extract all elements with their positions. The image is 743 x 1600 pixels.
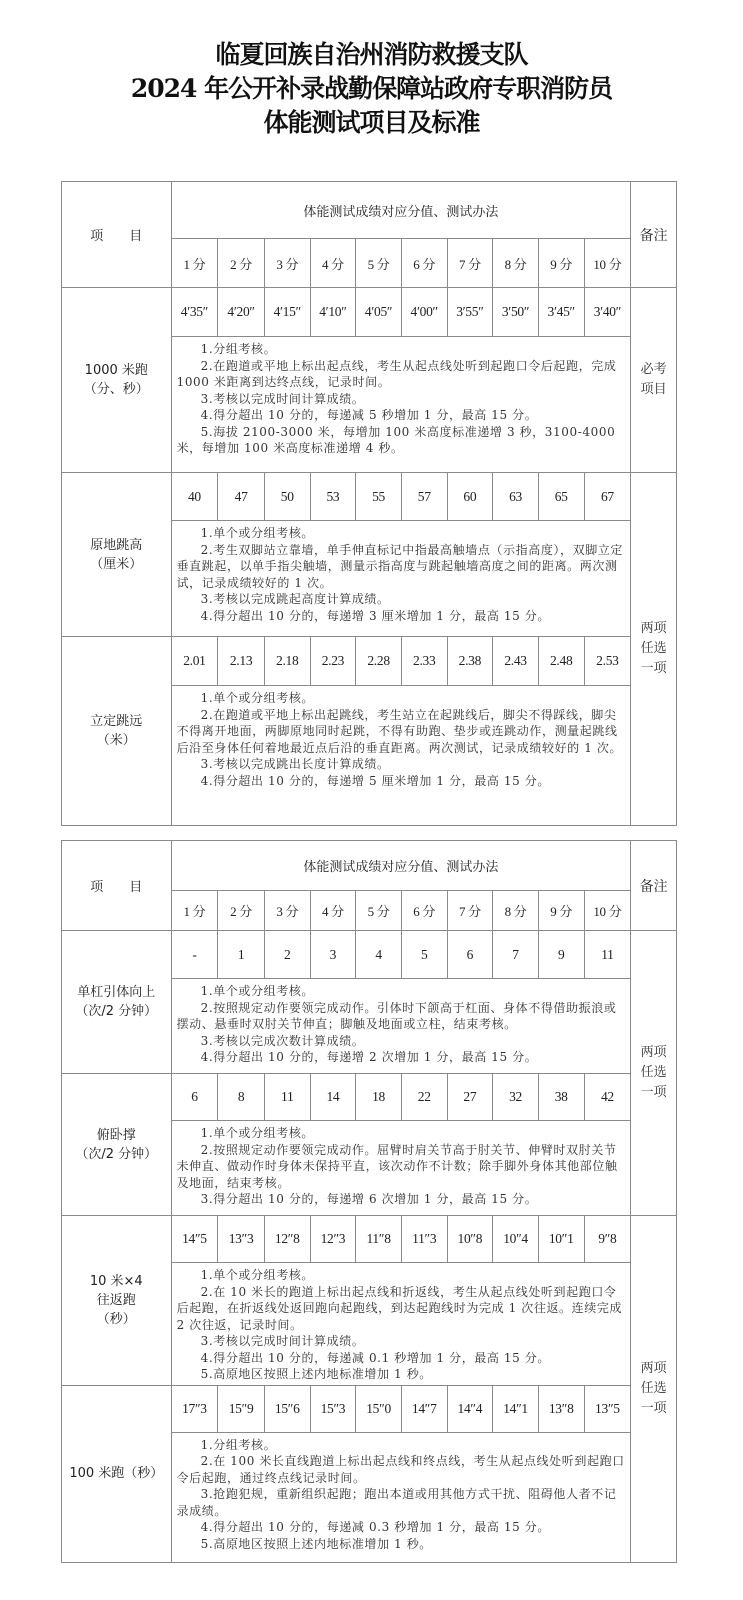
value-cell: 50 (264, 473, 310, 521)
value-cell: 4′05″ (356, 288, 402, 337)
value-cell: 40 (171, 473, 218, 521)
item-unit: （次/2 分钟） (75, 1146, 158, 1162)
value-cell: 6 (171, 1074, 218, 1121)
value-cell: 13″3 (218, 1216, 265, 1263)
value-cell: 1 (218, 931, 265, 979)
value-cell: 53 (310, 473, 356, 521)
item-label: 立定跳远 (90, 714, 143, 729)
item-label: 单杠引体向上 (77, 985, 156, 1000)
value-cell: 2.43 (493, 637, 539, 686)
value-cell: 11″8 (356, 1216, 402, 1263)
item-push-up (62, 1074, 172, 1216)
value-cell: 7 (493, 931, 539, 979)
value-cell: 2.53 (584, 637, 631, 686)
value-cell: 2 (264, 931, 310, 979)
value-cell: 15″0 (356, 1385, 402, 1432)
header-remark: 备注 (631, 182, 677, 288)
item-unit: （米） (96, 733, 136, 748)
value-cell: 3′50″ (493, 288, 539, 337)
item-label: 原地跳高 (90, 537, 143, 553)
document-title-line2: 2024 年公开补录战勤保障站政府专职消防员 (130, 74, 613, 103)
value-cell: 11 (264, 1074, 310, 1121)
value-cell: 2.38 (447, 637, 493, 686)
remark-required: 必考项目 (631, 288, 677, 473)
score-col-10: 10 分 (584, 239, 631, 288)
score-col-5: 5 分 (356, 239, 402, 288)
value-cell: 2.01 (171, 637, 218, 686)
score-col-7: 7 分 (447, 239, 493, 288)
item-label: 100 米跑（秒） (69, 1466, 164, 1481)
value-cell: 14″5 (171, 1216, 218, 1263)
value-cell: 3′45″ (538, 288, 584, 337)
item-long-jump (62, 637, 172, 826)
table-row-vertical-jump-values (62, 473, 677, 521)
value-cell: 67 (584, 473, 631, 521)
value-cell: 4′15″ (264, 288, 310, 337)
value-cell: 10″8 (447, 1216, 493, 1263)
value-cell: 14″7 (401, 1385, 447, 1432)
value-cell: 2.18 (264, 637, 310, 686)
value-cell: 4′20″ (218, 288, 265, 337)
method-100m: 1.分组考核。 2.在 100 米长直线跑道上标出起点线和终点线，考生从起点线处听到起跑口令后起跑，通过终点线记录时间。 3.抢跑犯规，重新组织起跑；跑出本道或用其他方式干扰、阻碍他人者不记录成绩。 4.得分超出 10 分的，每递减 0.3 秒增加 1 分，最高 15 分。 5.高原地区按照上述内地标准增加 1 秒。 (171, 1432, 631, 1562)
value-cell: 14″1 (493, 1385, 539, 1432)
value-cell: 10″4 (493, 1216, 539, 1263)
standards-table-2 (61, 840, 677, 1563)
method-long-jump: 1.单个或分组考核。 2.在跑道或平地上标出起跳线，考生站立在起跳线后，脚尖不得踩线，脚尖不得离开地面，两脚原地同时起跳，不得有助跑、垫步或连跳动作，测量起跳线后沿至身体任何着地最近点后沿的垂直距离。两次测试，记录成绩较好的 1 次。 3.考核以完成跳出长度计算成绩。 4.得分超出 10 分的，每递增 5 厘米增加 1 分，最高 15 分。 (171, 686, 631, 826)
item-unit: （厘米） (90, 556, 143, 572)
value-cell: 14 (310, 1074, 356, 1121)
value-cell: 13″5 (584, 1385, 631, 1432)
item-pull-up (62, 931, 172, 1074)
value-cell: 2.13 (218, 637, 265, 686)
remark-choose-one: 两项任选一项 (631, 1216, 677, 1563)
item-unit: （次/2 分钟） (75, 1004, 158, 1019)
value-cell: 22 (401, 1074, 447, 1121)
value-cell: 55 (356, 473, 402, 521)
remark-choose-one: 两项任选一项 (631, 473, 677, 826)
value-cell: 13″8 (538, 1385, 584, 1432)
method-pull-up: 1.单个或分组考核。 2.按照规定动作要领完成动作。引体时下颌高于杠面、身体不得借助振浪或摆动、悬垂时双肘关节伸直；脚触及地面或立柱，结束考核。 3.考核以完成次数计算成绩。 4.得分超出 10 分的，每递增 2 次增加 1 分，最高 15 分。 (171, 979, 631, 1074)
value-cell: 10″1 (538, 1216, 584, 1263)
item-1000m (62, 288, 172, 473)
score-col-3: 3 分 (264, 891, 310, 931)
value-cell: 3′40″ (584, 288, 631, 337)
item-label: 10 米×4 (89, 1273, 143, 1289)
score-col-10: 10 分 (584, 891, 631, 931)
score-col-9: 9 分 (538, 891, 584, 931)
value-cell: 12″8 (264, 1216, 310, 1263)
value-cell: - (171, 931, 218, 979)
value-cell: 63 (493, 473, 539, 521)
value-cell: 5 (401, 931, 447, 979)
value-cell: 47 (218, 473, 265, 521)
remark-choose-one: 两项任选一项 (631, 931, 677, 1216)
item-label-2: 往返跑 (96, 1292, 136, 1308)
standards-table-1 (61, 181, 677, 826)
item-shuttle-run (62, 1216, 172, 1386)
score-col-1: 1 分 (171, 891, 218, 931)
value-cell: 2.28 (356, 637, 402, 686)
value-cell: 8 (218, 1074, 265, 1121)
value-cell: 32 (493, 1074, 539, 1121)
value-cell: 9 (538, 931, 584, 979)
value-cell: 2.48 (538, 637, 584, 686)
item-label: 俯卧撑 (96, 1127, 136, 1143)
value-cell: 4′10″ (310, 288, 356, 337)
value-cell: 17″3 (171, 1385, 218, 1432)
value-cell: 12″3 (310, 1216, 356, 1263)
score-col-2: 2 分 (218, 891, 265, 931)
value-cell: 15″9 (218, 1385, 265, 1432)
score-col-4: 4 分 (310, 239, 356, 288)
item-vertical-jump (62, 473, 172, 637)
value-cell: 4 (356, 931, 402, 979)
value-cell: 14″4 (447, 1385, 493, 1432)
value-cell: 2.23 (310, 637, 356, 686)
table-row-long-jump-values (62, 637, 677, 686)
score-col-6: 6 分 (401, 239, 447, 288)
table-row-push-up-values (62, 1074, 677, 1121)
score-col-5: 5 分 (356, 891, 402, 931)
header-item: 项 目 (62, 841, 172, 931)
score-col-4: 4 分 (310, 891, 356, 931)
header-scores-methods: 体能测试成绩对应分值、测试办法 (171, 182, 631, 239)
item-100m (62, 1385, 172, 1562)
header-scores-methods: 体能测试成绩对应分值、测试办法 (171, 841, 631, 891)
value-cell: 18 (356, 1074, 402, 1121)
value-cell: 3′55″ (447, 288, 493, 337)
item-label: 1000 米跑 (84, 363, 148, 378)
value-cell: 57 (401, 473, 447, 521)
value-cell: 15″6 (264, 1385, 310, 1432)
value-cell: 4′00″ (401, 288, 447, 337)
method-push-up: 1.单个或分组考核。 2.按照规定动作要领完成动作。屈臂时肩关节高于肘关节、伸臂时双肘关节未伸直、做动作时身体未保持平直，该次动作不计数；除手脚外身体其他部位触及地面，结束考核。 3.得分超出 10 分的，每递增 6 次增加 1 分，最高 15 分。 (171, 1121, 631, 1216)
value-cell: 9″8 (584, 1216, 631, 1263)
value-cell: 4′35″ (171, 288, 218, 337)
score-col-8: 8 分 (493, 891, 539, 931)
header-item: 项 目 (62, 182, 172, 288)
value-cell: 3 (310, 931, 356, 979)
method-1000m: 1.分组考核。 2.在跑道或平地上标出起点线，考生从起点线处听到起跑口令后起跑，完成 1000 米距离到达终点线，记录时间。 3.考核以完成时间计算成绩。 4.得分超出 10 分的，每递减 5 秒增加 1 分，最高 15 分。 5.海拔 2100-3000 米，每增加 100 米高度标准递增 3 秒，3100-4000 米，每增加 100 米高度标准递增 4 秒。 (171, 337, 631, 473)
table-row-shuttle-run-values (62, 1216, 677, 1263)
value-cell: 15″3 (310, 1385, 356, 1432)
table-row-100m-values (62, 1385, 677, 1432)
table-row-1000m-values (62, 288, 677, 337)
table-row-pull-up-values (62, 931, 677, 979)
score-col-9: 9 分 (538, 239, 584, 288)
value-cell: 38 (538, 1074, 584, 1121)
item-unit: （秒） (96, 1311, 136, 1327)
value-cell: 11″3 (401, 1216, 447, 1263)
value-cell: 11 (584, 931, 631, 979)
value-cell: 42 (584, 1074, 631, 1121)
score-col-3: 3 分 (264, 239, 310, 288)
item-unit: （分、秒） (83, 382, 149, 397)
value-cell: 60 (447, 473, 493, 521)
score-col-8: 8 分 (493, 239, 539, 288)
document-title-line1: 临夏回族自治州消防救援支队 (215, 40, 528, 69)
value-cell: 65 (538, 473, 584, 521)
score-col-6: 6 分 (401, 891, 447, 931)
value-cell: 27 (447, 1074, 493, 1121)
value-cell: 6 (447, 931, 493, 979)
score-col-2: 2 分 (218, 239, 265, 288)
score-col-1: 1 分 (171, 239, 218, 288)
value-cell: 2.33 (401, 637, 447, 686)
header-remark: 备注 (631, 841, 677, 931)
method-vertical-jump: 1.单个或分组考核。 2.考生双脚站立靠墙，单手伸直标记中指最高触墙点（示指高度），双脚立定垂直跳起，以单手指尖触墙，测量示指高度与跳起触墙高度之间的距离。两次测试，记录成绩较好的 1 次。 3.考核以完成跳起高度计算成绩。 4.得分超出 10 分的，每递增 3 厘米增加 1 分，最高 15 分。 (171, 521, 631, 637)
method-shuttle-run: 1.单个或分组考核。 2.在 10 米长的跑道上标出起点线和折返线，考生从起点线处听到起跑口令后起跑，在折返线处返回跑向起跑线，到达起跑线时为完成 1 次往返。连续完成 2 次往返，记录时间。 3.考核以完成时间计算成绩。 4.得分超出 10 分的，每递减 0.1 秒增加 1 分，最高 15 分。 5.高原地区按照上述内地标准增加 1 秒。 (171, 1263, 631, 1386)
score-col-7: 7 分 (447, 891, 493, 931)
document-title-line3: 体能测试项目及标准 (263, 108, 480, 137)
